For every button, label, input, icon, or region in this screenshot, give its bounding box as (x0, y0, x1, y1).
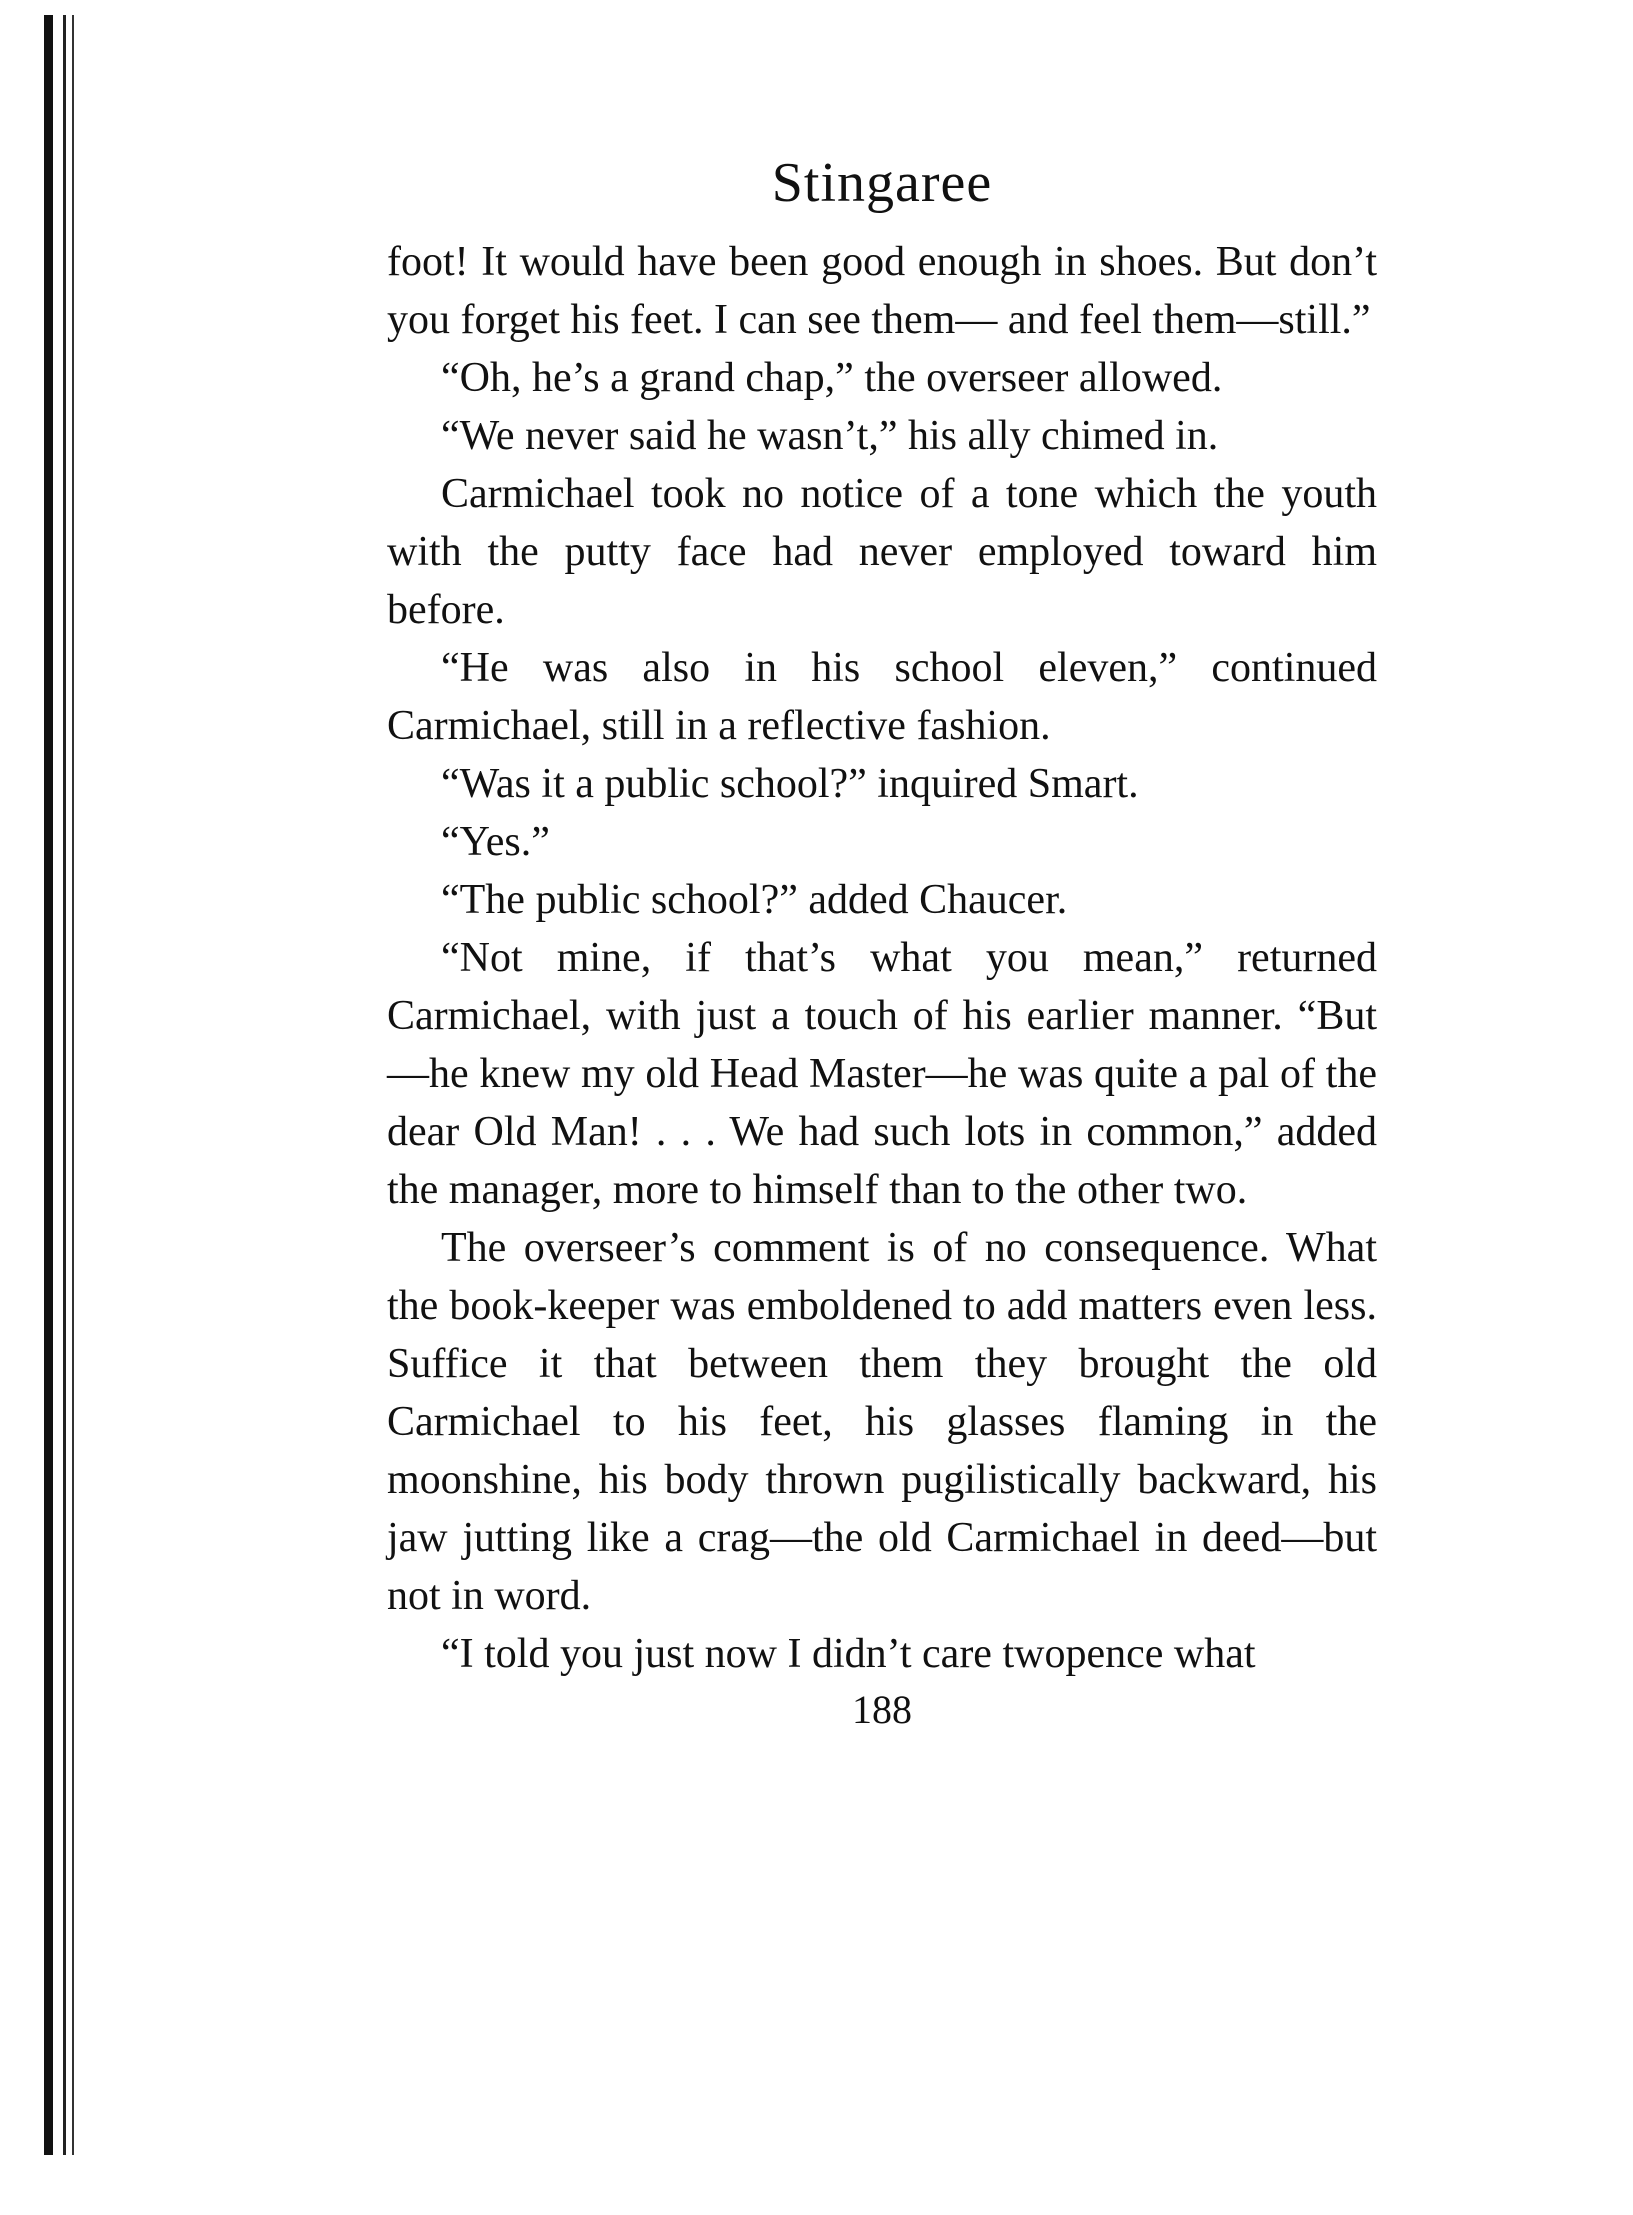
paragraph: Carmichael took no notice of a tone which the youth with the putty face had never employed toward him before. (387, 471, 1377, 633)
paragraph: foot! It would have been good enough in shoes. But don’t you forget his feet. I can see them— and feel them—still.” (387, 239, 1377, 343)
body-text (387, 233, 1377, 1683)
paragraph: “Yes.” (441, 819, 550, 865)
binding-edge-thick (44, 15, 53, 2155)
paragraph: “I told you just now I didn’t care twopence what (441, 1631, 1256, 1677)
paragraph: “Was it a public school?” inquired Smart. (441, 761, 1139, 807)
binding-edge-thin-outer (72, 15, 74, 2155)
paragraph: “The public school?” added Chaucer. (441, 877, 1068, 923)
binding-edge-thin (63, 15, 66, 2155)
paragraph: “We never said he wasn’t,” his ally chimed in. (441, 413, 1219, 459)
page-block (387, 145, 1377, 1735)
paragraph: “Not mine, if that’s what you mean,” returned Carmichael, with just a touch of his earlier manner. “But—he knew my old Head Master—he was quite a pal of the dear Old Man! . . . We had such lots in common,” added the manager, more to himself than to the other two. (387, 935, 1377, 1213)
paragraph: “He was also in his school eleven,” continued Carmichael, still in a reflective fashion. (387, 645, 1377, 749)
paragraph: “Oh, he’s a grand chap,” the overseer allowed. (441, 355, 1223, 401)
page-number: 188 (852, 1687, 912, 1732)
running-head: Stingaree (771, 152, 993, 214)
paragraph: The overseer’s comment is of no consequence. What the book-keeper was emboldened to add matters even less. Suffice it that between them they brought the old Carmichael to his feet, his glasses flaming in the moonshine, his body thrown pugilistically backward, his jaw jutting like a crag—the old Carmichael in deed—but not in word. (387, 1225, 1377, 1619)
